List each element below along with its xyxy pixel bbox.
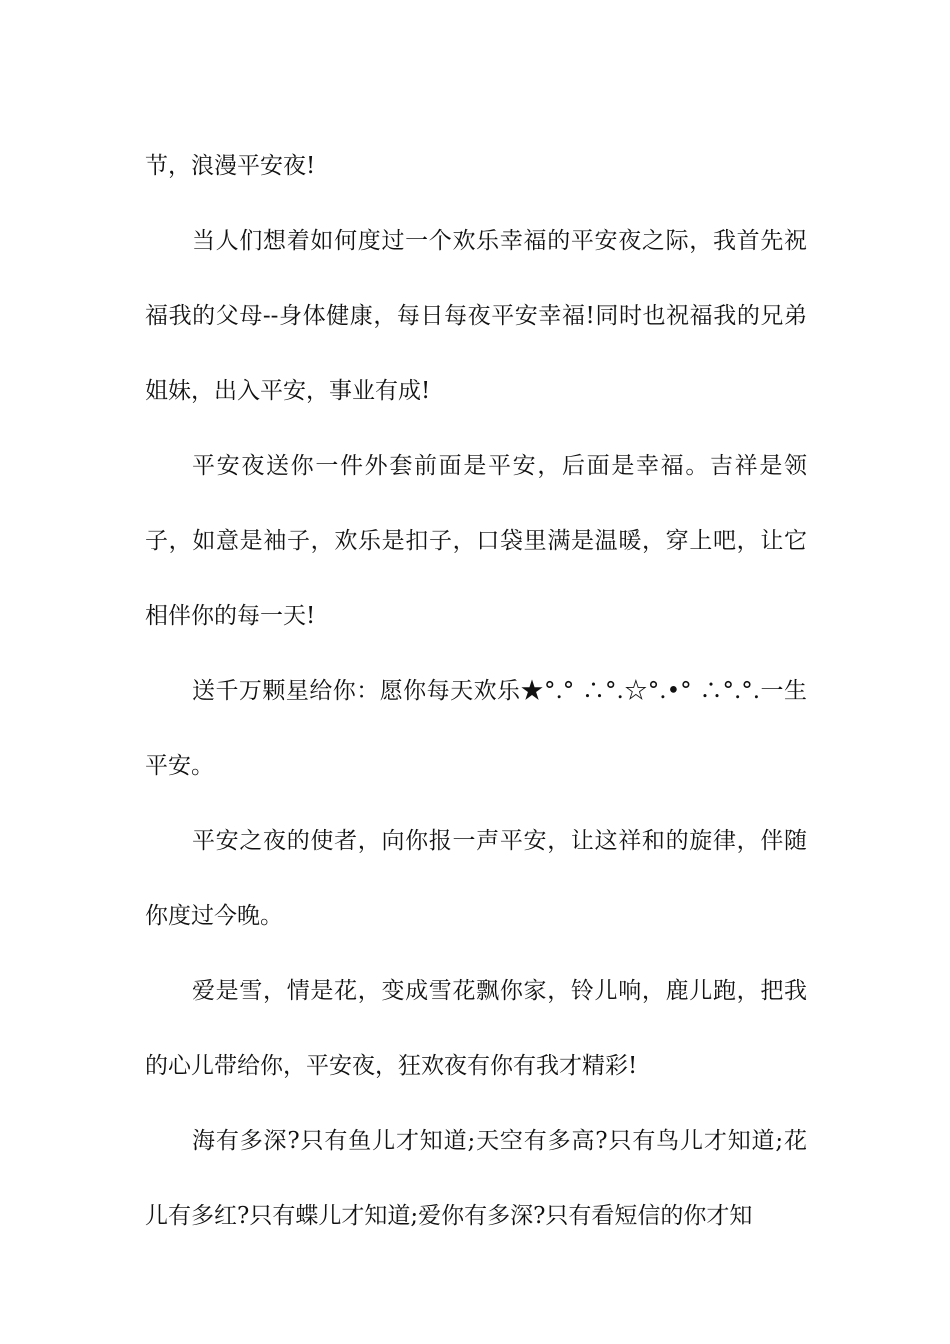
paragraph-1: 节，浪漫平安夜! (145, 153, 316, 179)
paragraph-4: 送千万颗星给你：愿你每天欢乐★°.° ∴°.☆°.•° ∴°.°.一生平安。 (145, 678, 807, 779)
paragraph-7: 海有多深?只有鱼儿才知道;天空有多高?只有鸟儿才知道;花儿有多红?只有蝶儿才知道;爱你有多深?只有看短信的你才知 (145, 1128, 807, 1229)
paragraph-2: 当人们想着如何度过一个欢乐幸福的平安夜之际，我首先祝福我的父母--身体健康，每日每夜平安幸福!同时也祝福我的兄弟姐妹，出入平安，事业有成! (145, 228, 807, 404)
document-body (145, 129, 807, 1254)
paragraph-3: 平安夜送你一件外套前面是平安，后面是幸福。吉祥是领子，如意是袖子，欢乐是扣子，口袋里满是温暖，穿上吧，让它相伴你的每一天! (145, 453, 807, 629)
paragraph-6: 爱是雪，情是花，变成雪花飘你家，铃儿响，鹿儿跑，把我的心儿带给你，平安夜，狂欢夜有你有我才精彩! (145, 978, 807, 1079)
paragraph-5: 平安之夜的使者，向你报一声平安，让这祥和的旋律，伴随你度过今晚。 (145, 828, 807, 929)
